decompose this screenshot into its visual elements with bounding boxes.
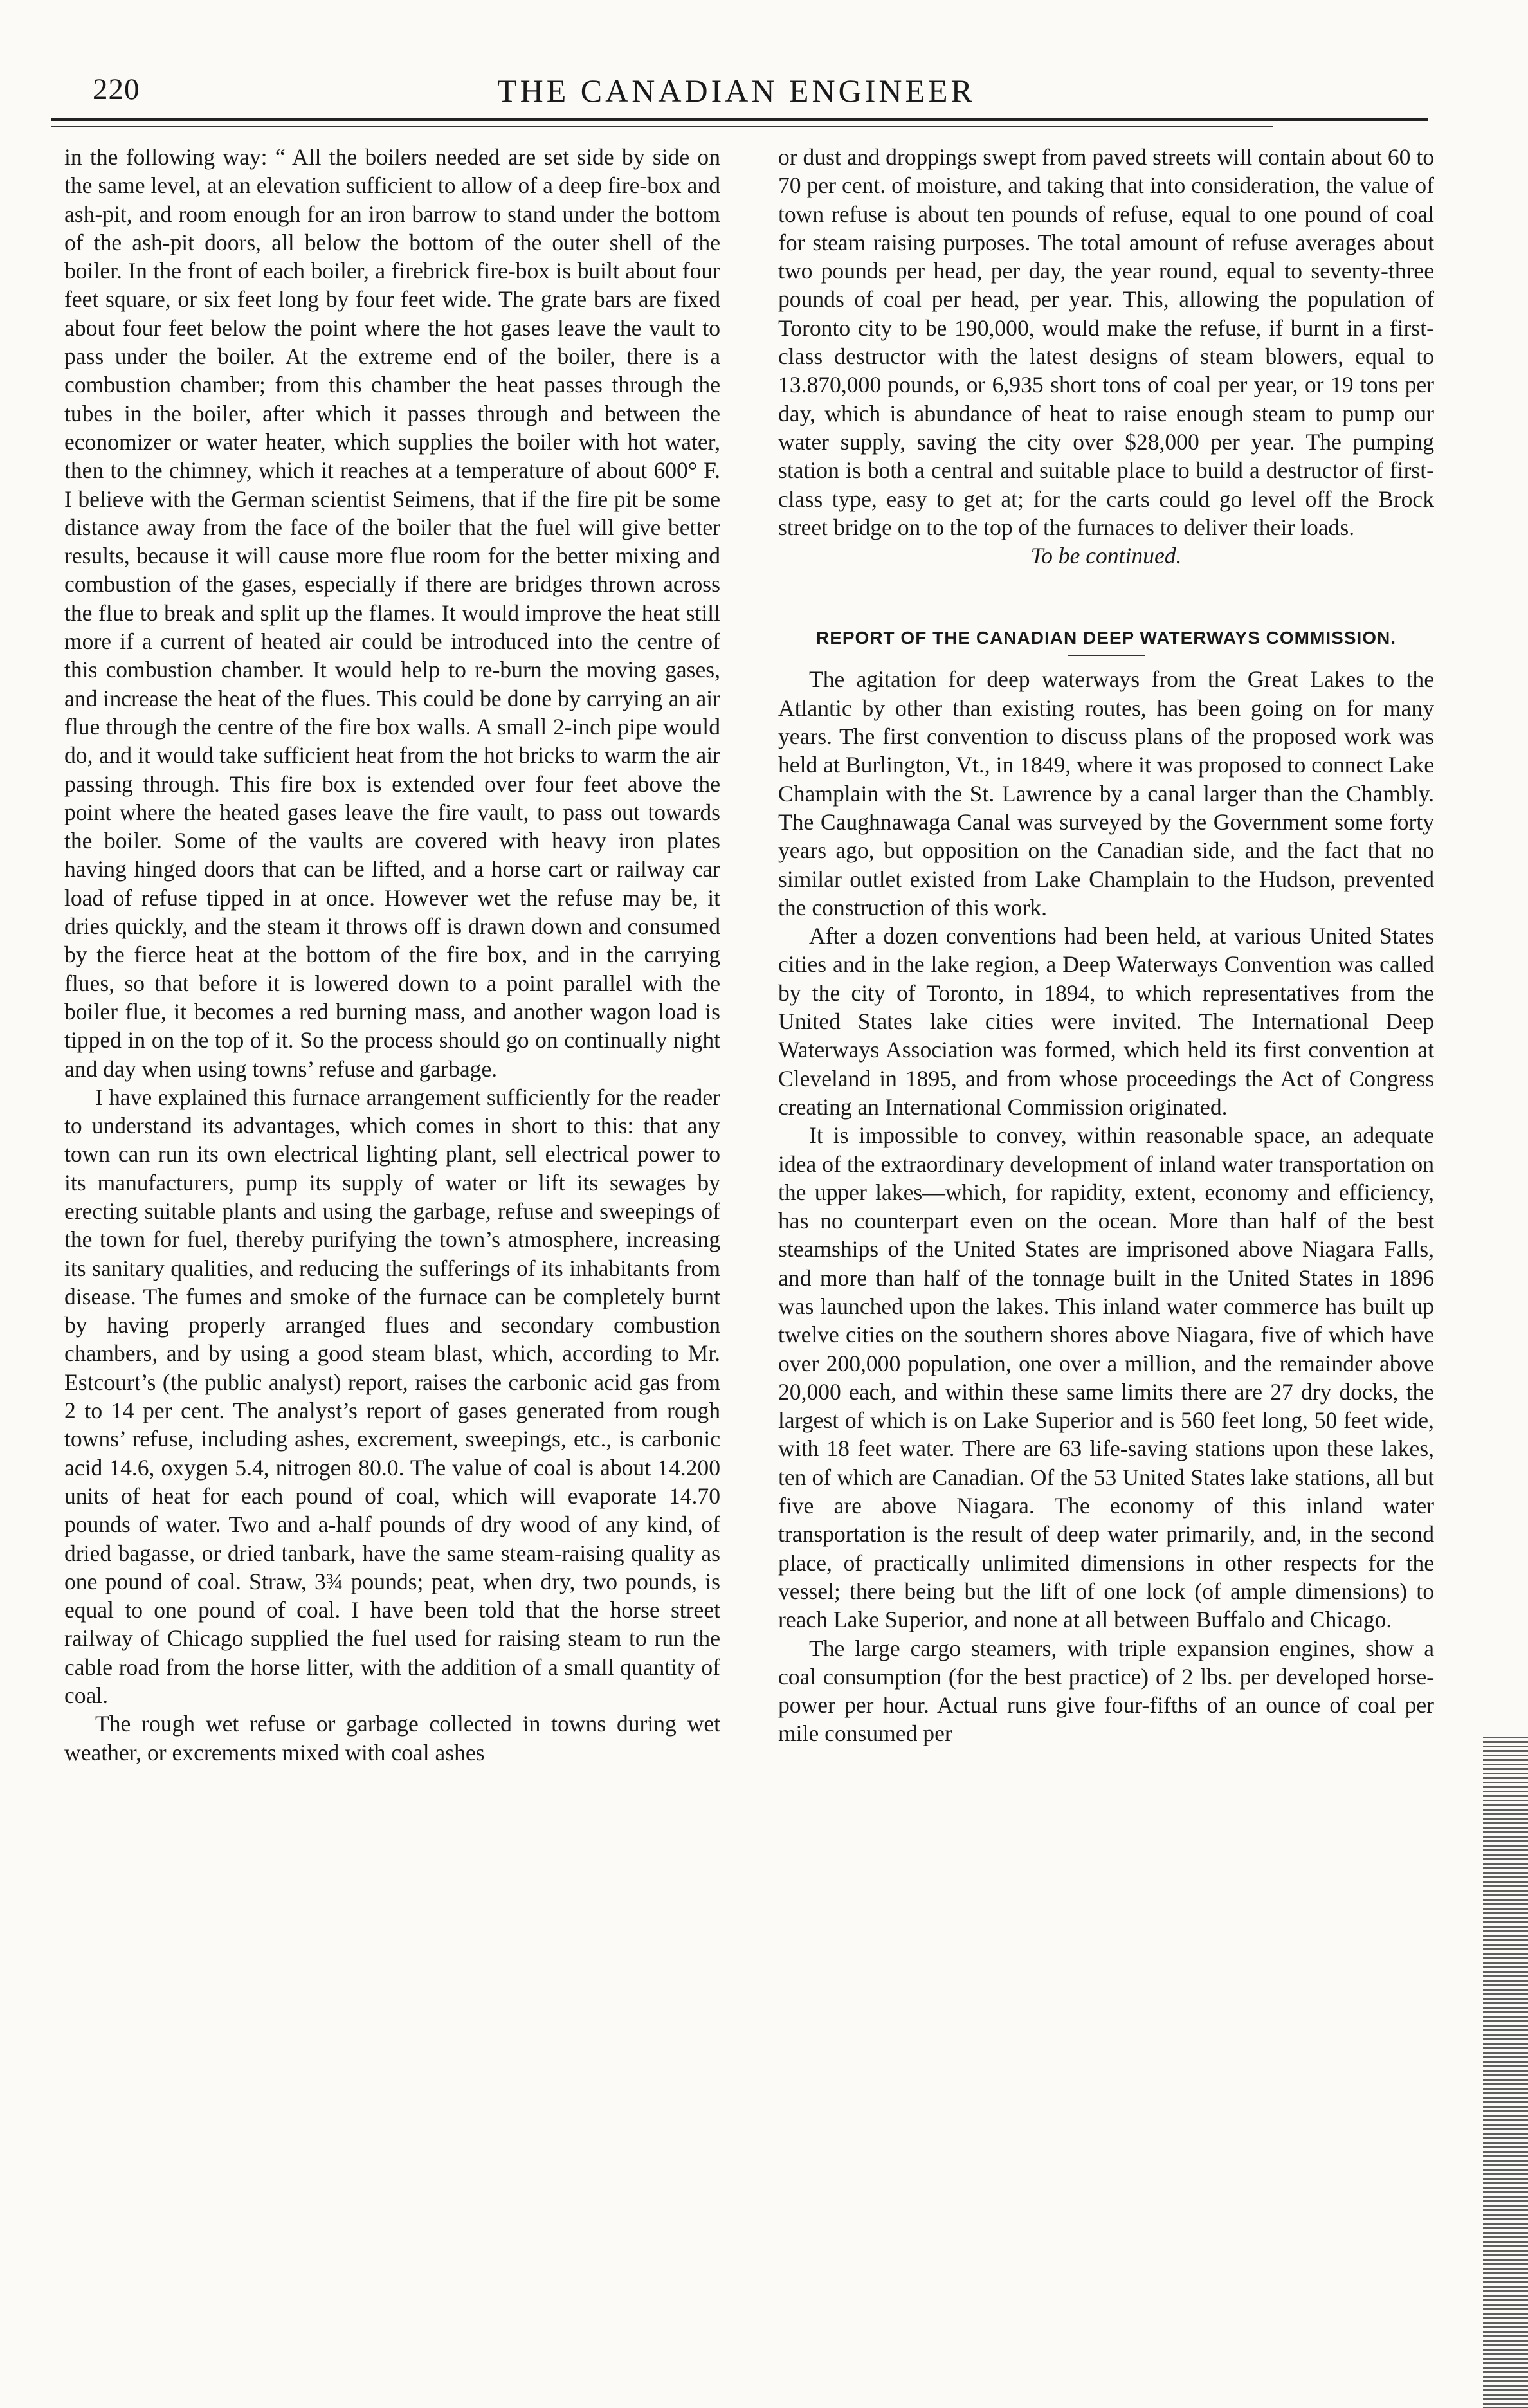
journal-title: THE CANADIAN ENGINEER bbox=[497, 73, 976, 109]
header-rule bbox=[51, 118, 1428, 121]
left-column bbox=[64, 143, 720, 1767]
scan-edge-artifact bbox=[1483, 1737, 1528, 2408]
body-paragraph: I have explained this furnace arrangement sufficiently for the reader to understand its advantages, which comes in short to this: that any town can run its own electrical lighting plant, sell electrical power to its manufacturers, pump its supply of water or lift its sewages by erecting suitable plants and using the garbage, refuse and sweepings of the town for fuel, thereby purifying the town’s atmosphere, increasing its sanitary qualities, and reducing the sufferings of its inhabitants from disease. The fumes and smoke of the furnace can be completely burnt by having properly arranged flues and secondary combustion chambers, and by using a good steam blast, which, according to Mr. Estcourt’s (the public analyst) report, raises the carbonic acid gas from 2 to 14 per cent. The analyst’s report of gases generated from rough towns’ refuse, including ashes, excrement, sweepings, etc., is carbonic acid 14.6, oxygen 5.4, nitrogen 80.0. The value of coal is about 14.200 units of heat for each pound of coal, which will evaporate 14.70 pounds of water. Two and a-half pounds of dry wood of any kind, of dried bagasse, or dried tanbark, have the same steam-raising quality as one pound of coal. Straw, 3¾ pounds; peat, when dry, two pounds, is equal to one pound of coal. I have been told that the horse street railway of Chicago supplied the fuel used for raising steam to run the cable road from the horse litter, with the addition of a small quantity of coal. bbox=[64, 1084, 720, 1709]
body-paragraph: The agitation for deep waterways from the Great Lakes to the Atlantic by other than existing routes, has been going on for many years. The first convention to discuss plans of the proposed work was held at Burlington, Vt., in 1849, where it was proposed to connect Lake Champlain with the St. Lawrence by a canal larger than the Chambly. The Caughnawaga Canal was surveyed by the Government some forty years ago, but opposition on the Canadian side, and the fact that no similar outlet existed from Lake Champlain to the Hudson, prevented the construction of this work. bbox=[778, 666, 1434, 920]
right-column bbox=[778, 143, 1434, 1748]
page-header bbox=[51, 72, 1421, 117]
body-paragraph: or dust and droppings swept from paved streets will contain about 60 to 70 per cent. of moisture, and taking that into consideration, the value of town refuse is about ten pounds of refuse, equal to one pound of coal for steam raising purposes. The total amount of refuse averages about two pounds per head, per day, the year round, equal to seventy-three pounds of coal per head, per year. This, allowing the population of Toronto city to be 190,000, would make the refuse, if burnt in a first-class destructor with the latest designs of steam blowers, equal to 13.870,000 pounds, or 6,935 short tons of coal per year, or 19 tons per day, which is abundance of heat to raise enough steam to pump our water supply, saving the city over $28,000 per year. The pumping station is both a central and suitable place to build a destructor of first-class type, easy to get at; for the carts could go level off the Brock street bridge on to the top of the furnaces to deliver their loads. bbox=[778, 144, 1434, 540]
page-number: 220 bbox=[93, 73, 140, 106]
to-be-continued-note: To be continued. bbox=[1030, 543, 1182, 569]
section-divider bbox=[1068, 655, 1145, 656]
header-rule-thin bbox=[51, 126, 1273, 127]
body-paragraph: The large cargo steamers, with triple expansion engines, show a coal consumption (for the best practice) of 2 lbs. per developed horse-power per hour. Actual runs give four-fifths of an ounce of coal per mile consumed per bbox=[778, 1635, 1434, 1747]
body-paragraph: The rough wet refuse or garbage collected in towns during wet weather, or excrements mixed with coal ashes bbox=[64, 1711, 720, 1765]
section-heading: REPORT OF THE CANADIAN DEEP WATERWAYS COMMISSION. bbox=[815, 628, 1397, 648]
body-paragraph: in the following way: “ All the boilers needed are set side by side on the same level, at an elevation sufficient to allow of a deep fire-box and ash-pit, and room enough for an iron barrow to stand under the bottom of the ash-pit doors, all below the bottom of the outer shell of the boiler. In the front of each boiler, a firebrick fire-box is built about four feet square, or six feet long by four feet wide. The grate bars are fixed about four feet below the point where the hot gases leave the vault to pass under the boiler. At the extreme end of the boiler, there is a combustion chamber; from this chamber the heat passes through the tubes in the boiler, after which it passes through and between the economizer or water heater, which supplies the boiler with hot water, then to the chimney, which it reaches at a temperature of about 600° F. I believe with the German scientist Seimens, that if the fire pit be some distance away from the face of the boiler that the fuel will give better results, because it will cause more flue room for the better mixing and combustion of the gases, especially if there are bridges thrown across the flue to break and split up the flames. It would improve the heat still more if a current of heated air could be introduced into the centre of this combustion chamber. It would help to re-burn the moving gases, and increase the heat of the flues. This could be done by carrying an air flue through the centre of the fire box walls. A small 2-inch pipe would do, and it would take sufficient heat from the hot bricks to warm the air passing through. This fire box is extended over four feet above the point where the heated gases leave the fire vault, to pass out towards the boiler. Some of the vaults are covered with heavy iron plates having hinged doors that can be lifted, and a horse cart or railway car load of refuse tipped in at once. However wet the refuse may be, it dries quickly, and the steam it throws off is drawn down and consumed by the fierce heat at the bottom of the fire box, and in the carrying flues, so that before it is lowered down to a point parallel with the boiler flue, it becomes a red burning mass, and another wagon load is tipped in on the top of it. So the process should go on continually night and day when using towns’ refuse and garbage. bbox=[64, 144, 720, 1082]
body-paragraph: It is impossible to convey, within reasonable space, an adequate idea of the extraordinary development of inland water transportation on the upper lakes—which, for rapidity, extent, economy and efficiency, has no counterpart even on the ocean. More than half of the best steamships of the United States are imprisoned above Niagara Falls, and more than half of the tonnage built in the United States in 1896 was launched upon the lakes. This inland water commerce has built up twelve cities on the southern shores above Niagara, five of which have over 200,000 population, one over a million, and the remainder above 20,000 each, and within these same limits there are 27 dry docks, the largest of which is on Lake Superior and is 560 feet long, 50 feet wide, with 18 feet water. There are 63 life-saving stations upon these lakes, ten of which are Canadian. Of the 53 United States lake stations, all but five are above Niagara. The economy of this inland water transportation is the result of deep water primarily, and, in the second place, of practically unlimited dimensions in other respects for the vessel; there being but the lift of one lock (of ample dimensions) to reach Lake Superior, and none at all between Buffalo and Chicago. bbox=[778, 1122, 1434, 1633]
body-paragraph: After a dozen conventions had been held, at various United States cities and in the lake region, a Deep Waterways Convention was called by the city of Toronto, in 1894, to which representatives from the United States lake cities were invited. The International Deep Waterways Association was formed, which held its first convention at Cleveland in 1895, and from whose proceedings the Act of Congress creating an International Commission originated. bbox=[778, 923, 1434, 1120]
